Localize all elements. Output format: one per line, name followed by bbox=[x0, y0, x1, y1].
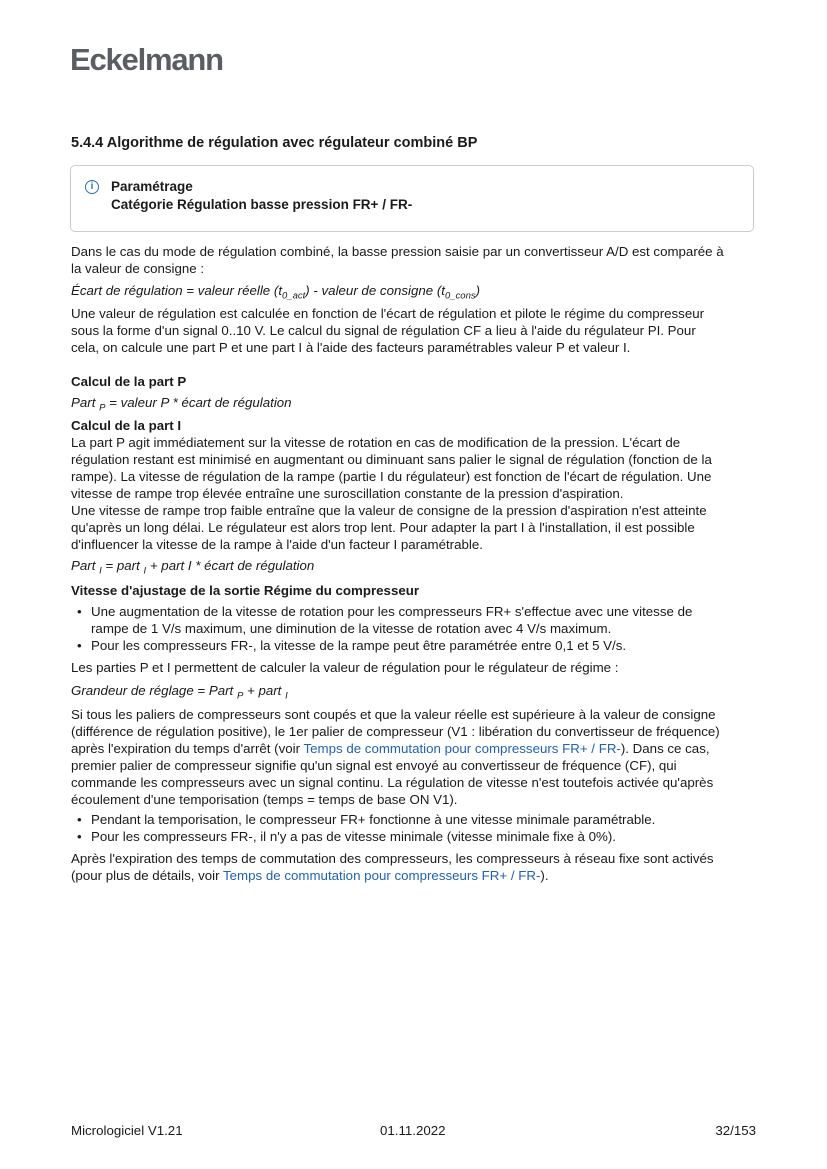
section-title: 5.4.4 Algorithme de régulation avec régulateur combiné BP bbox=[71, 135, 478, 151]
link-temps-commutation[interactable]: Temps de commutation pour compresseurs FR+ / FR- bbox=[303, 741, 621, 756]
bullet-list bbox=[71, 811, 761, 845]
footer-version: Micrologiciel V1.21 bbox=[71, 1123, 183, 1138]
formula-part-i: Part $_I$ = part $_I$ + part I * écart de régulation bbox=[71, 558, 315, 577]
heading-part-p: Calcul de la part P bbox=[71, 374, 187, 389]
paragraph: La part P agit immédiatement sur la vitesse de rotation en cas de modification de la pression. L'écart de régulation restant est minimisé en augmentant ou diminuant sans palier le signal de régulation (fonction de la rampe). La vitesse de régulation de la rampe (partie I du régulateur) est fonction de l'écart de régulation. Une vitesse de rampe trop élevée entraîne une suroscillation constante de la pression d'aspiration. Une vitesse de rampe trop faible entraîne que la valeur de consigne de la pression d'aspiration n'est atteinte qu'après un long délai. Le régulateur est alors trop lent. Pour adapter la part I à l'installation, il est possible d'influencer la vitesse de la rampe à l'aide d'un facteur I paramétrable. bbox=[71, 435, 712, 552]
footer-page-number: 32/153 bbox=[715, 1123, 756, 1138]
formula-grandeur: Grandeur de réglage = Part $_P$ + part $_I$ bbox=[71, 683, 288, 702]
paragraph: Les parties P et I permettent de calculer la valeur de régulation pour le régulateur de régime : bbox=[71, 660, 619, 675]
footer-date: 01.11.2022 bbox=[380, 1123, 446, 1138]
eckelmann-logo: Eckelmann bbox=[70, 42, 223, 77]
heading-part-i: Calcul de la part I bbox=[71, 418, 182, 433]
formula-ecart: Écart de régulation = valeur réelle $(t_{0\_act})$ - valeur de consigne $(t_{0\_cons})$ bbox=[71, 283, 481, 302]
formula-part-p: Part $_P$ = valeur P * écart de régulation bbox=[71, 395, 292, 414]
paragraph: Si tous les paliers de compresseurs sont coupés et que la valeur réelle est supérieure à la valeur de consigne (différence de régulation positive), le 1er palier de compresseur (V1 : libération du convertisseur de fréquence) après l'expiration du temps d'arrêt (voir Temps de commutation pour compresseurs FR+ / FR-). Dans ce cas, premier palier de compresseur signifie qu'un signal est envoyé au convertisseur de fréquence (CF), qui commande les compresseurs avec un signal continu. La régulation de vitesse n'est toutefois activée qu'après écoulement d'une temporisation (temps = temps de base ON V1). bbox=[71, 707, 720, 807]
bullet-list bbox=[71, 603, 761, 654]
heading-vitesse: Vitesse d'ajustage de la sortie Régime du compresseur bbox=[71, 583, 420, 598]
list-item: • Pour les compresseurs FR-, la vitesse de la rampe peut être paramétrée entre 0,1 et 5 V/s. bbox=[71, 637, 761, 654]
paragraph: Une valeur de régulation est calculée en fonction de l'écart de régulation et pilote le régime du compresseur sous la forme d'un signal 0..10 V. Le calcul du signal de régulation CF a lieu à l'aide du régulateur PI. Pour cela, on calcule une part P et une part I à l'aide des facteurs paramétrables valeur P et valeur I. bbox=[71, 306, 705, 355]
list-item: • Une augmentation de la vitesse de rotation pour les compresseurs FR+ s'effectue avec une vitesse de rampe de 1 V/s maximum, une diminution de la vitesse de rotation avec 4 V/s maximum. bbox=[71, 603, 761, 637]
paragraph: Dans le cas du mode de régulation combiné, la basse pression saisie par un convertisseur A/D est comparée à la valeur de consigne : bbox=[71, 244, 724, 276]
info-box bbox=[70, 165, 754, 232]
list-item: • Pour les compresseurs FR-, il n'y a pas de vitesse minimale (vitesse minimale fixe à 0%). bbox=[71, 828, 761, 845]
info-icon: i bbox=[85, 180, 99, 194]
link-temps-commutation[interactable]: Temps de commutation pour compresseurs FR+ / FR- bbox=[223, 868, 541, 883]
info-box-text: Paramétrage Catégorie Régulation basse pression FR+ / FR- bbox=[111, 179, 413, 212]
paragraph: Après l'expiration des temps de commutation des compresseurs, les compresseurs à réseau fixe sont activés (pour plus de détails, voir Temps de commutation pour compresseurs FR+ / FR-). bbox=[71, 851, 714, 883]
list-item: • Pendant la temporisation, le compresseur FR+ fonctionne à une vitesse minimale paramétrable. bbox=[71, 811, 761, 828]
